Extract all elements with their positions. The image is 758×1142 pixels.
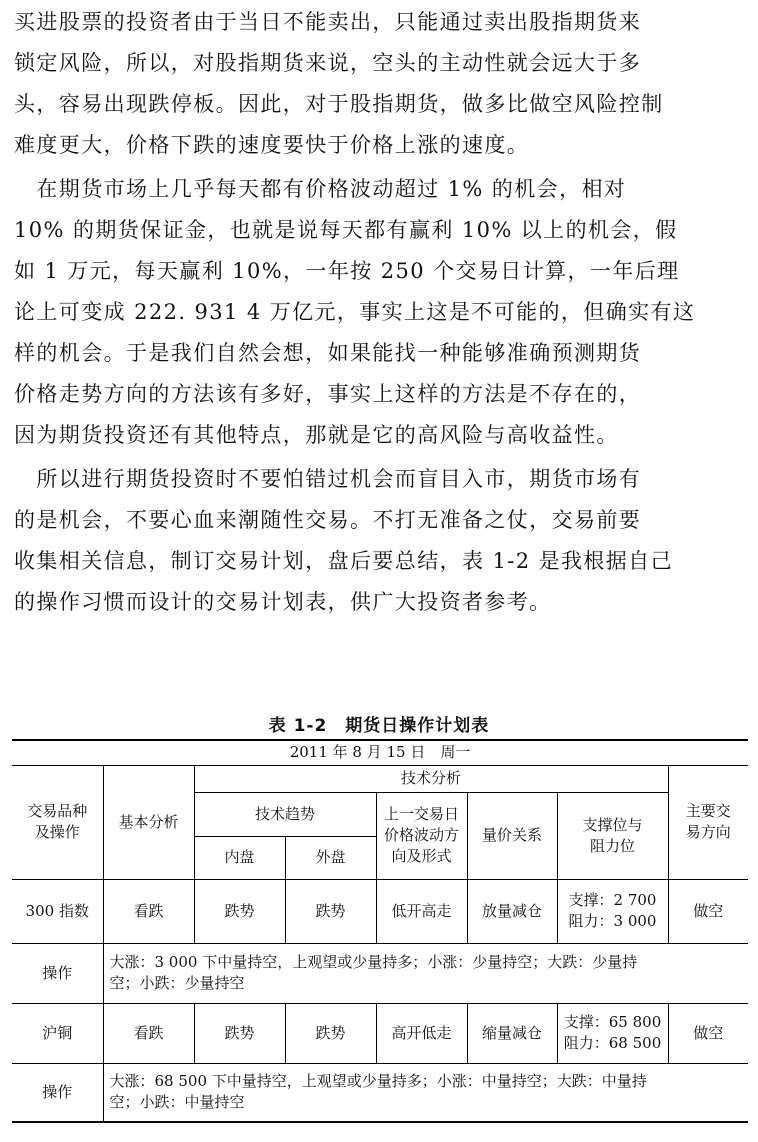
header-variety: [12, 765, 103, 879]
ops-row: [12, 943, 748, 1003]
ops-line: 空；小跌：少量持空: [109, 974, 245, 992]
header-volume-price: 量价关系: [467, 792, 557, 879]
ops-line: 大涨：3 000 下中量持空，上观望或少量持多；小涨：少量持空；大跌：少量持: [109, 953, 638, 971]
header-support-resistance: [557, 792, 668, 879]
header-text: 主要交: [685, 802, 731, 820]
table-title: 表 1-2 期货日操作计划表: [268, 716, 490, 736]
ops-line: 大涨：68 500 下中量持空，上观望或少量持多；小涨：中量持空；大跌：中量持: [109, 1072, 647, 1091]
table-row: [12, 1003, 748, 1063]
header-technical: 技术分析: [194, 765, 668, 792]
text-line: 价格走势方向的方法该有多好，事实上这样的方法是不存在的，: [14, 382, 642, 406]
support-value: 支撑：2 700: [568, 891, 657, 909]
header-text: 阻力位: [589, 836, 635, 855]
text-line: 在期货市场上几乎每天都有价格波动超过 1% 的机会，相对: [14, 177, 627, 201]
cell-fundamental: 看跌: [103, 879, 194, 943]
text-line: 的操作习惯而设计的交易计划表，供广大投资者参考。: [14, 590, 552, 614]
cell-volume-price: 放量减仓: [467, 879, 557, 943]
cell-ops-text: [103, 1063, 748, 1122]
date-row: [12, 740, 748, 765]
cell-outer: 跌势: [285, 879, 376, 943]
cell-outer: 跌势: [285, 1003, 376, 1063]
text-line: 论上可变成 222. 931 4 万亿元，事实上这是不可能的，但确实有这: [14, 300, 696, 324]
header-text: 交易品种: [27, 802, 88, 820]
header-main-direction: [668, 765, 748, 879]
header-fundamental: 基本分析: [103, 765, 194, 879]
header-outer: 外盘: [285, 836, 376, 879]
cell-ops-label: 操作: [12, 943, 103, 1003]
cell-support-resistance: [557, 879, 668, 943]
cell-direction: 做空: [668, 1003, 748, 1063]
resistance-value: 阻力：3 000: [568, 912, 657, 930]
header-text: 及操作: [34, 823, 80, 841]
text-line: 10% 的期货保证金，也就是说每天都有赢利 10% 以上的机会，假: [14, 218, 678, 242]
header-text: 支撑位与: [582, 815, 643, 834]
text-line: 头，容易出现跌停板。因此，对于股指期货，做多比做空风险控制: [14, 92, 664, 116]
header-trend: 技术趋势: [194, 792, 376, 836]
text-line: 所以进行期货投资时不要怕错过机会而盲目入市，期货市场有: [14, 467, 642, 491]
cell-inner: 跌势: [194, 879, 285, 943]
body-text: [14, 2, 750, 626]
cell-support-resistance: [557, 1003, 668, 1063]
cell-fundamental: 看跌: [103, 1003, 194, 1063]
paragraph-1: [14, 2, 750, 166]
text-line: 锁定风险，所以，对股指期货来说，空头的主动性就会远大于多: [14, 51, 642, 75]
text-line: 买进股票的投资者由于当日不能卖出，只能通过卖出股指期货来: [14, 10, 642, 34]
cell-ops-label: 操作: [12, 1063, 103, 1122]
cell-prev-day: 高开低走: [376, 1003, 467, 1063]
ops-row: [12, 1063, 748, 1122]
table-row: [12, 879, 748, 943]
cell-volume-price: 缩量减仓: [467, 1003, 557, 1063]
text-line: 如 1 万元，每天赢利 10%，一年按 250 个交易日计算，一年后理: [14, 259, 680, 283]
header-inner: 内盘: [194, 836, 285, 879]
header-text: 价格波动方: [383, 826, 459, 844]
cell-prev-day: 低开高走: [376, 879, 467, 943]
header-text: 向及形式: [391, 847, 452, 865]
resistance-value: 阻力：68 500: [563, 1034, 662, 1052]
header-prev-day: [376, 792, 467, 879]
date-cell: 2011 年 8 月 15 日 周一: [12, 740, 748, 765]
paragraph-3: [14, 459, 750, 623]
trading-plan-table: [12, 739, 748, 1123]
text-line: 收集相关信息，制订交易计划，盘后要总结，表 1-2 是我根据自己: [14, 549, 673, 573]
paragraph-2: [14, 169, 750, 456]
cell-inner: 跌势: [194, 1003, 285, 1063]
ops-line: 空；小跌：中量持空: [109, 1093, 245, 1112]
cell-direction: 做空: [668, 879, 748, 943]
header-text: 上一交易日: [383, 805, 459, 823]
cell-variety: 300 指数: [12, 879, 103, 943]
text-line: 的是机会，不要心血来潮随性交易。不打无准备之仗，交易前要: [14, 508, 642, 532]
text-line: 因为期货投资还有其他特点，那就是它的高风险与高收益性。: [14, 423, 619, 447]
text-line: 样的机会。于是我们自然会想，如果能找一种能够准确预测期货: [14, 341, 642, 365]
text-line: 难度更大，价格下跌的速度要快于价格上涨的速度。: [14, 133, 530, 157]
header-row-1: [12, 765, 748, 792]
header-text: 易方向: [685, 823, 731, 841]
cell-variety: 沪铜: [12, 1003, 103, 1063]
cell-ops-text: [103, 943, 748, 1003]
support-value: 支撑：65 800: [563, 1013, 662, 1031]
